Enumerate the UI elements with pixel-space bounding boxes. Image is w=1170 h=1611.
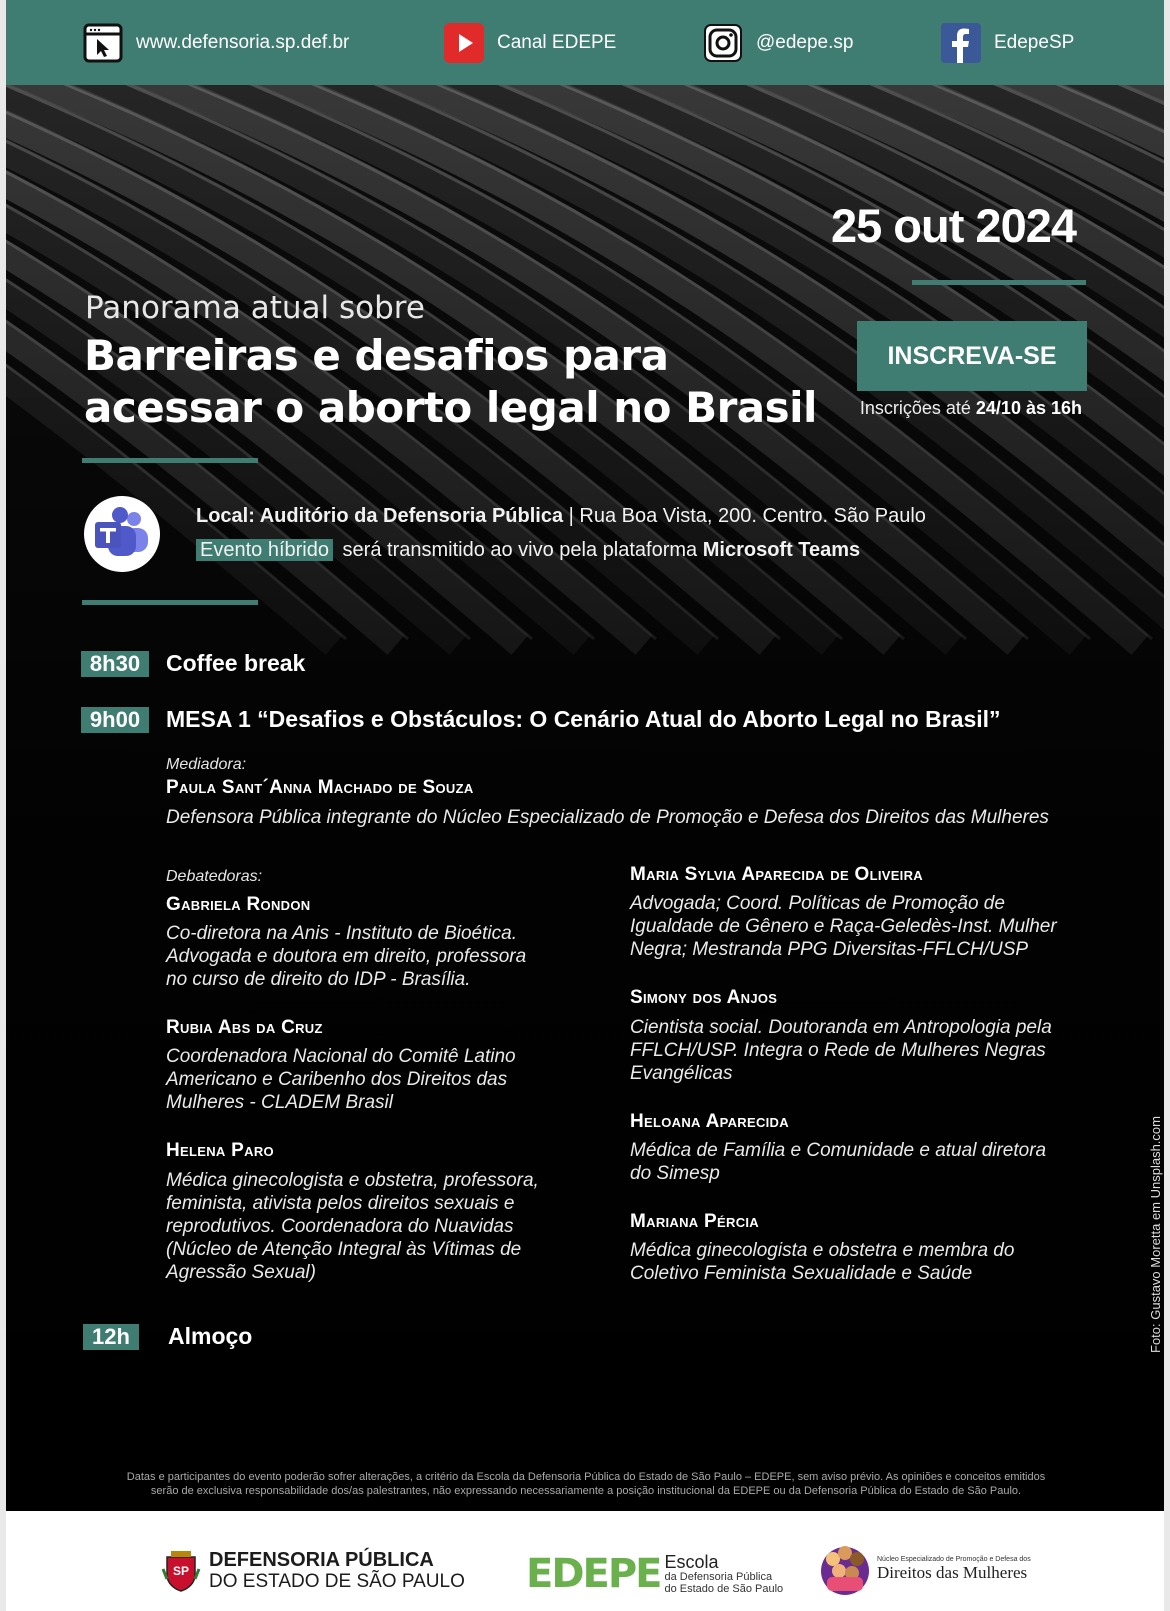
slot-title-3: Almoço xyxy=(168,1323,253,1349)
desc-line: feminista, ativista pelos direitos sexuais e xyxy=(166,1193,515,1214)
event-location xyxy=(196,505,926,528)
dm-small: Núcleo Especializado de Promoção e Defesa dos xyxy=(877,1556,1031,1563)
desc-line: Coordenadora Nacional do Comitê Latino xyxy=(166,1046,516,1067)
direitos-mulheres-logo xyxy=(819,1531,1031,1597)
browser-cursor-icon xyxy=(82,22,124,64)
desc-line: Americano e Caribenho dos Direitos das xyxy=(166,1069,508,1090)
desc-line: no curso de direito do IDP - Brasília. xyxy=(166,969,471,990)
defensoria-logo xyxy=(161,1549,465,1593)
slot-title-2: MESA 1 “Desafios e Obstáculos: O Cenário Atual do Aborto Legal no Brasil” xyxy=(166,706,1001,732)
deadline-prefix: Inscrições até xyxy=(859,398,971,418)
debater-name: Helena Paro xyxy=(166,1140,274,1161)
desc-line: Cientista social. Doutoranda em Antropologia pela xyxy=(630,1017,1052,1038)
debater-desc xyxy=(630,1239,1100,1285)
desc-line: reprodutivos. Coordenadora do Nuavidas xyxy=(166,1216,514,1237)
event-title xyxy=(84,330,817,434)
desc-line: Médica ginecologista e obstetra e membra do xyxy=(630,1240,1015,1261)
edepe-line3: do Estado de São Paulo xyxy=(664,1583,784,1595)
instagram-text: @edepe.sp xyxy=(756,32,854,53)
dm-big: Direitos das Mulheres xyxy=(877,1563,1028,1582)
hybrid-platform: Microsoft Teams xyxy=(702,539,861,561)
hybrid-tag: Evento híbrido xyxy=(196,539,333,561)
debater-desc xyxy=(630,1139,1100,1185)
registration-deadline xyxy=(860,398,1082,419)
desc-line: Coletivo Feminista Sexualidade e Saúde xyxy=(630,1263,973,1284)
disclaimer-line1: Datas e participantes do evento poderão sofrer alterações, a critério da Escola da Defensoria Pública do Estado de São Paulo – EDEPE, sem aviso prévio. As opiniões e conceitos emitidos xyxy=(126,1471,1046,1483)
desc-line: Agressão Sexual) xyxy=(166,1262,316,1283)
event-title-line2: acessar o aborto legal no Brasil xyxy=(84,383,817,432)
youtube-text: Canal EDEPE xyxy=(497,32,617,53)
footer-logos xyxy=(6,1511,1164,1611)
location-label: Local: Auditório da Defensoria Pública xyxy=(196,505,564,527)
facebook-link[interactable] xyxy=(940,22,1074,64)
debater-desc xyxy=(166,922,586,991)
disclaimer-line2: serão de exclusiva responsabilidade dos/as palestrantes, não expressando necessariamente a posição institucional da EDEPE ou da Defensoria Pública do Estado de São Paulo. xyxy=(150,1485,1022,1497)
slot-time-3: 12h xyxy=(83,1324,139,1350)
debater-name: Rubia Abs da Cruz xyxy=(166,1017,323,1038)
debater-desc xyxy=(630,892,1100,961)
slot-time-2: 9h00 xyxy=(81,707,149,733)
deadline-value: 24/10 às 16h xyxy=(975,398,1082,418)
desc-line: FFLCH/USP. Integra o Rede de Mulheres Negras xyxy=(630,1040,1046,1061)
defensoria-line1: DEFENSORIA PÚBLICA xyxy=(209,1549,434,1571)
debater-desc xyxy=(166,1169,606,1284)
event-poster xyxy=(6,0,1164,1611)
debater-name: Gabriela Rondon xyxy=(166,894,311,915)
edepe-line2: da Defensoria Pública xyxy=(664,1571,773,1583)
svg-text:SP: SP xyxy=(172,1564,190,1578)
desc-line: Evangélicas xyxy=(630,1063,733,1084)
debaters-role: Debatedoras: xyxy=(166,868,263,885)
edepe-logo xyxy=(526,1551,783,1597)
youtube-icon xyxy=(443,22,485,64)
event-date: 25 out 2024 xyxy=(830,199,1076,252)
debater-name: Simony dos Anjos xyxy=(630,987,778,1008)
edepe-mark: EDEPE xyxy=(526,1551,661,1597)
direitos-mulheres-text xyxy=(877,1556,1031,1597)
edepe-big: Escola xyxy=(664,1552,719,1572)
women-group-icon xyxy=(819,1531,871,1597)
divider-top xyxy=(82,458,258,463)
debater-desc xyxy=(166,1045,586,1114)
desc-line: Negra; Mestranda PPG Diversitas-FFLCH/USP xyxy=(630,939,1029,960)
defensoria-line2: DO ESTADO DE SÃO PAULO xyxy=(209,1571,465,1592)
event-subtitle: Panorama atual sobre xyxy=(85,290,425,326)
facebook-icon xyxy=(940,22,982,64)
mediator-desc: Defensora Pública integrante do Núcleo Especializado de Promoção e Defesa dos Direitos das Mulheres xyxy=(166,807,1049,828)
location-address: | Rua Boa Vista, 200. Centro. São Paulo xyxy=(568,505,926,527)
event-title-line1: Barreiras e desafios para xyxy=(84,331,669,380)
website-text: www.defensoria.sp.def.br xyxy=(136,32,350,53)
debater-desc xyxy=(630,1016,1100,1085)
debater-name: Maria Sylvia Aparecida de Oliveira xyxy=(630,864,923,885)
hybrid-info xyxy=(196,539,860,562)
desc-line: Advogada; Coord. Políticas de Promoção de xyxy=(630,893,1005,914)
slot-time-1: 8h30 xyxy=(81,651,149,677)
defensoria-text xyxy=(209,1550,465,1592)
website-link[interactable] xyxy=(82,22,349,64)
desc-line: (Núcleo de Atenção Integral às Vítimas de xyxy=(166,1239,522,1260)
social-bar xyxy=(6,0,1164,85)
youtube-link[interactable] xyxy=(443,22,616,64)
desc-line: Co-diretora na Anis - Instituto de Bioética. xyxy=(166,923,517,944)
debater-name: Mariana Pércia xyxy=(630,1211,759,1232)
register-button[interactable]: INSCREVA-SE xyxy=(857,321,1087,391)
instagram-icon xyxy=(702,22,744,64)
desc-line: Médica ginecologista e obstetra, professora, xyxy=(166,1170,539,1191)
edepe-text xyxy=(665,1553,784,1595)
desc-line: Médica de Família e Comunidade e atual diretora xyxy=(630,1140,1047,1161)
instagram-link[interactable] xyxy=(702,22,853,64)
date-underline xyxy=(912,280,1086,285)
divider-bottom xyxy=(82,600,258,605)
sp-coat-of-arms-icon xyxy=(161,1549,201,1593)
photo-credit: Foto: Gustavo Moretta em Unsplash.com xyxy=(1148,1116,1163,1353)
mediator-name: Paula Sant´Anna Machado de Souza xyxy=(166,777,474,798)
slot-title-1: Coffee break xyxy=(166,650,306,676)
desc-line: Igualdade de Gênero e Raça-Geledès-Inst. Mulher xyxy=(630,916,1057,937)
mediator-role: Mediadora: xyxy=(166,756,247,773)
debater-name: Heloana Aparecida xyxy=(630,1111,789,1132)
desc-line: Mulheres - CLADEM Brasil xyxy=(166,1092,393,1113)
hybrid-text: será transmitido ao vivo pela plataforma xyxy=(342,539,698,561)
desc-line: Advogada e doutora em direito, professora xyxy=(166,946,527,967)
facebook-text: EdepeSP xyxy=(994,32,1075,53)
disclaimer xyxy=(46,1470,1126,1498)
teams-icon xyxy=(84,496,160,572)
desc-line: do Simesp xyxy=(630,1163,720,1184)
